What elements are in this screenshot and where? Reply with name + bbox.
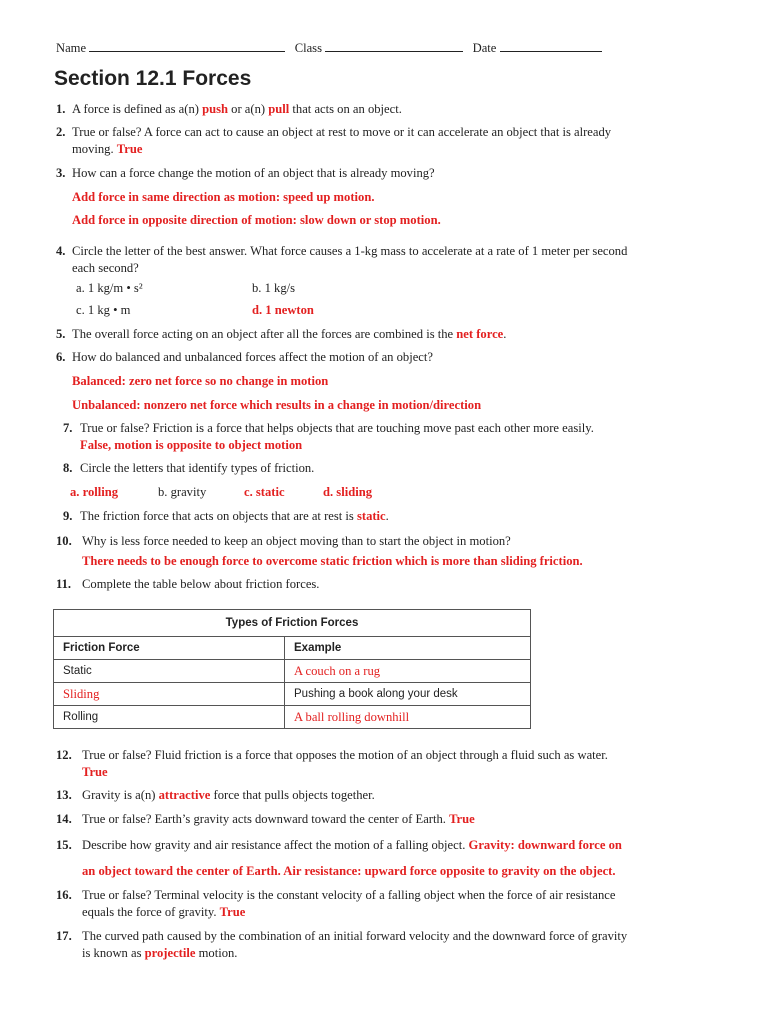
answer-text: There needs to be enough force to overcome static friction which is more than sliding friction. [82,554,583,568]
answer-text: True [449,812,475,826]
question-text: Gravity is a(n) [82,788,156,802]
question-number: 3. [56,166,66,180]
answer-text: static [356,509,386,523]
question-11: Complete the table below about friction forces. [82,577,320,591]
friction-force-cell[interactable]: Sliding [54,683,285,706]
example-cell[interactable]: A couch on a rug [285,660,531,683]
question-text: True or false? A force can act to cause an object at rest to move or it can accelerate an object that is already [72,125,612,139]
question-number: 6. [56,350,66,364]
class-label: Class [294,41,322,55]
question-text: Circle the letter of the best answer. What force causes a 1-kg mass to accelerate at a rate of 1 meter per second [72,244,628,258]
question-number: 8. [63,461,73,475]
table-caption: Types of Friction Forces [54,610,531,637]
example-cell: Pushing a book along your desk [285,683,531,706]
question-7: True or false? Friction is a force that helps objects that are touching move past each other more easily. [80,421,594,435]
name-label: Name [56,41,87,55]
option-c[interactable]: c. static [244,485,285,499]
option-b[interactable]: b. gravity [158,485,207,499]
column-header-example: Example [285,637,531,660]
question-text: The curved path caused by the combination of an initial forward velocity and the downward force of gravity [82,929,628,943]
question-text: The overall force acting on an object after all the forces are combined is the [72,327,454,341]
table-caption-row [54,610,531,637]
question-text: or a(n) [231,102,266,116]
question-number: 13. [56,788,72,802]
table-row [54,683,531,706]
question-12: True or false? Fluid friction is a force that opposes the motion of an object through a fluid such as water. [82,748,608,762]
answer-pull: pull [268,102,290,116]
question-9 [80,508,389,525]
option-c[interactable]: c. 1 kg • m [76,303,131,317]
question-2 [72,124,611,158]
question-text: True or false? Earth’s gravity acts downward toward the center of Earth. [82,812,446,826]
question-number: 1. [56,102,66,116]
answer-text: Unbalanced: nonzero net force which results in a change in motion/direction [72,398,482,412]
question-text: force that pulls objects together. [213,788,375,802]
question-number: 16. [56,888,72,902]
answer-text: True [219,905,246,919]
question-text: Describe how gravity and air resistance affect the motion of a falling object. [82,838,466,852]
name-field[interactable] [89,40,285,52]
question-number: 2. [56,125,66,139]
question-15 [82,837,622,854]
answer-text: attractive [158,788,211,802]
answer-text: projectile [144,946,196,960]
question-text: A force is defined as a(n) [72,102,199,116]
question-text: The friction force that acts on objects that are at rest is [80,509,354,523]
question-number: 4. [56,244,66,258]
question-number: 11. [56,577,72,591]
option-b[interactable]: b. 1 kg/s [252,281,296,295]
answer-text: Gravity: downward force on [468,838,622,852]
question-number: 17. [56,929,72,943]
answer-text: True [82,765,108,779]
answer-text: Add force in same direction as motion: speed up motion. [72,190,375,204]
answer-text: Balanced: zero net force so no change in motion [72,374,329,388]
example-cell[interactable]: A ball rolling downhill [285,706,531,729]
question-text: motion. [198,946,238,960]
table-row [54,660,531,683]
class-field[interactable] [325,40,463,52]
answer-text: True [116,142,143,156]
student-info-header [56,40,602,57]
friction-table [53,609,531,729]
table-header-row [54,637,531,660]
question-number: 9. [63,509,73,523]
question-13 [82,787,375,804]
answer-text: an object toward the center of Earth. Air resistance: upward force opposite to gravity on the object. [82,864,616,878]
answer-text: False, motion is opposite to object motion [80,438,303,452]
option-d[interactable]: d. 1 newton [252,303,314,317]
question-4 [72,243,627,277]
answer-text: Add force in opposite direction of motion: slow down or stop motion. [72,213,441,227]
question-14 [82,811,475,828]
question-6: How do balanced and unbalanced forces affect the motion of an object? [72,350,433,364]
page-title: Section 12.1 Forces [54,67,252,90]
friction-force-cell: Static [54,660,285,683]
question-17 [82,928,627,962]
question-text: is known as [82,946,142,960]
punctuation: . [385,509,389,523]
question-text: equals the force of gravity. [82,905,217,919]
question-3: How can a force change the motion of an object that is already moving? [72,166,435,180]
answer-text: net force [456,327,504,341]
option-a[interactable]: a. rolling [70,485,119,499]
column-header-force: Friction Force [54,637,285,660]
question-number: 5. [56,327,66,341]
question-10: Why is less force needed to keep an object moving than to start the object in motion? [82,534,511,548]
date-label: Date [472,41,497,55]
question-text: that acts on an object. [292,102,402,116]
date-field[interactable] [500,40,602,52]
question-number: 7. [63,421,73,435]
friction-force-cell: Rolling [54,706,285,729]
answer-push: push [202,102,229,116]
question-5 [72,326,506,343]
option-a[interactable]: a. 1 kg/m • s² [76,281,143,295]
question-number: 14. [56,812,72,826]
question-text: each second? [72,261,139,275]
question-text: moving. [72,142,114,156]
question-text: True or false? Terminal velocity is the constant velocity of a falling object when the force of air resistance [82,888,616,902]
question-16 [82,887,615,921]
question-number: 12. [56,748,72,762]
table-row [54,706,531,729]
question-1 [72,101,402,118]
question-8: Circle the letters that identify types of friction. [80,461,315,475]
question-number: 10. [56,534,72,548]
question-number: 15. [56,838,72,852]
punctuation: . [503,327,507,341]
option-d[interactable]: d. sliding [323,485,373,499]
